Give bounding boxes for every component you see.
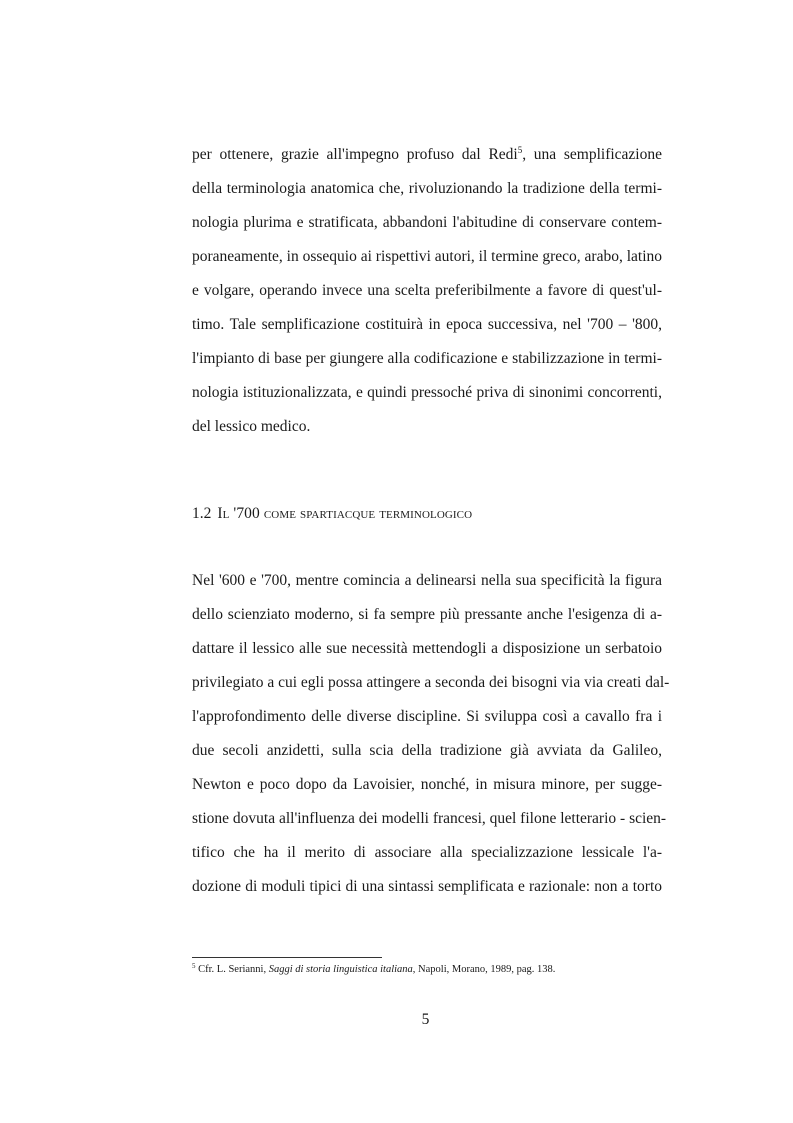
footnote-marker: 5 [192, 962, 196, 970]
footnote: $^5$ Cfr. L. Serianni, Saggi di storia linguistica italiana, Napoli, Morano, 1989, pag. 138. [192, 962, 556, 975]
paragraph-2-line-7: Newton e poco dopo da Lavoisier, nonché, in misura minore, per sugge- [192, 776, 662, 793]
paragraph-2-line-9: tifico che ha il merito di associare alla specializzazione lessicale l'a- [192, 844, 662, 861]
paragraph-1-line-7: l'impianto di base per giungere alla codificazione e stabilizzazione in termi- [192, 350, 662, 367]
paragraph-1-line-6: timo. Tale semplificazione costituirà in epoca successiva, nel '700 – '800, [192, 316, 662, 333]
footnote-reference[interactable]: 5 [517, 145, 523, 155]
paragraph-1-line-4: poraneamente, in ossequio ai rispettivi autori, il termine greco, arabo, latino [192, 248, 663, 265]
paragraph-1-line-2: della terminologia anatomica che, rivoluzionando la tradizione della termi- [192, 180, 662, 197]
paragraph-1-line-1: per ottenere, grazie all'impegno profuso dal Redi$^5$, una semplificazione [192, 145, 662, 163]
paragraph-2-line-6: due secoli anzidetti, sulla scia della tradizione già avviata da Galileo, [192, 742, 662, 759]
section-number: 1.2 [192, 505, 212, 522]
paragraph-2-line-4: privilegiato a cui egli possa attingere a seconda dei bisogni via via creati dal- [192, 674, 670, 691]
footnote-separator [192, 957, 382, 958]
page-number: 5 [421, 1011, 430, 1028]
paragraph-1-line-3: nologia plurima e stratificata, abbandoni l'abitudine di conservare contem- [192, 214, 662, 231]
section-heading [192, 504, 472, 524]
paragraph-2-line-5: l'approfondimento delle diverse discipline. Si sviluppa così a cavallo fra i [192, 708, 662, 725]
paragraph-2-line-1: Nel '600 e '700, mentre comincia a delinearsi nella sua specificità la figura [192, 572, 662, 589]
paragraph-1-line-5: e volgare, operando invece una scelta preferibilmente a favore di quest'ul- [192, 282, 662, 299]
paragraph-2-line-8: stione dovuta all'influenza dei modelli francesi, quel filone letterario - scien- [192, 810, 667, 827]
paragraph-1-line-8: nologia istituzionalizzata, e quindi pressoché priva di sinonimi concorrenti, [192, 384, 662, 401]
paragraph-1-line-9: del lessico medico. [192, 418, 311, 435]
paragraph-2-line-3: dattare il lessico alle sue necessità mettendogli a disposizione un serbatoio [192, 640, 662, 657]
section-title: Il '700 come spartiacque terminologico [217, 505, 473, 522]
paragraph-2-line-2: dello scienziato moderno, si fa sempre più pressante anche l'esigenza di a- [192, 606, 662, 623]
footnote-book-title: Saggi di storia linguistica italiana [268, 964, 413, 975]
paragraph-2-line-10: dozione di moduli tipici di una sintassi semplificata e razionale: non a torto [192, 878, 662, 895]
